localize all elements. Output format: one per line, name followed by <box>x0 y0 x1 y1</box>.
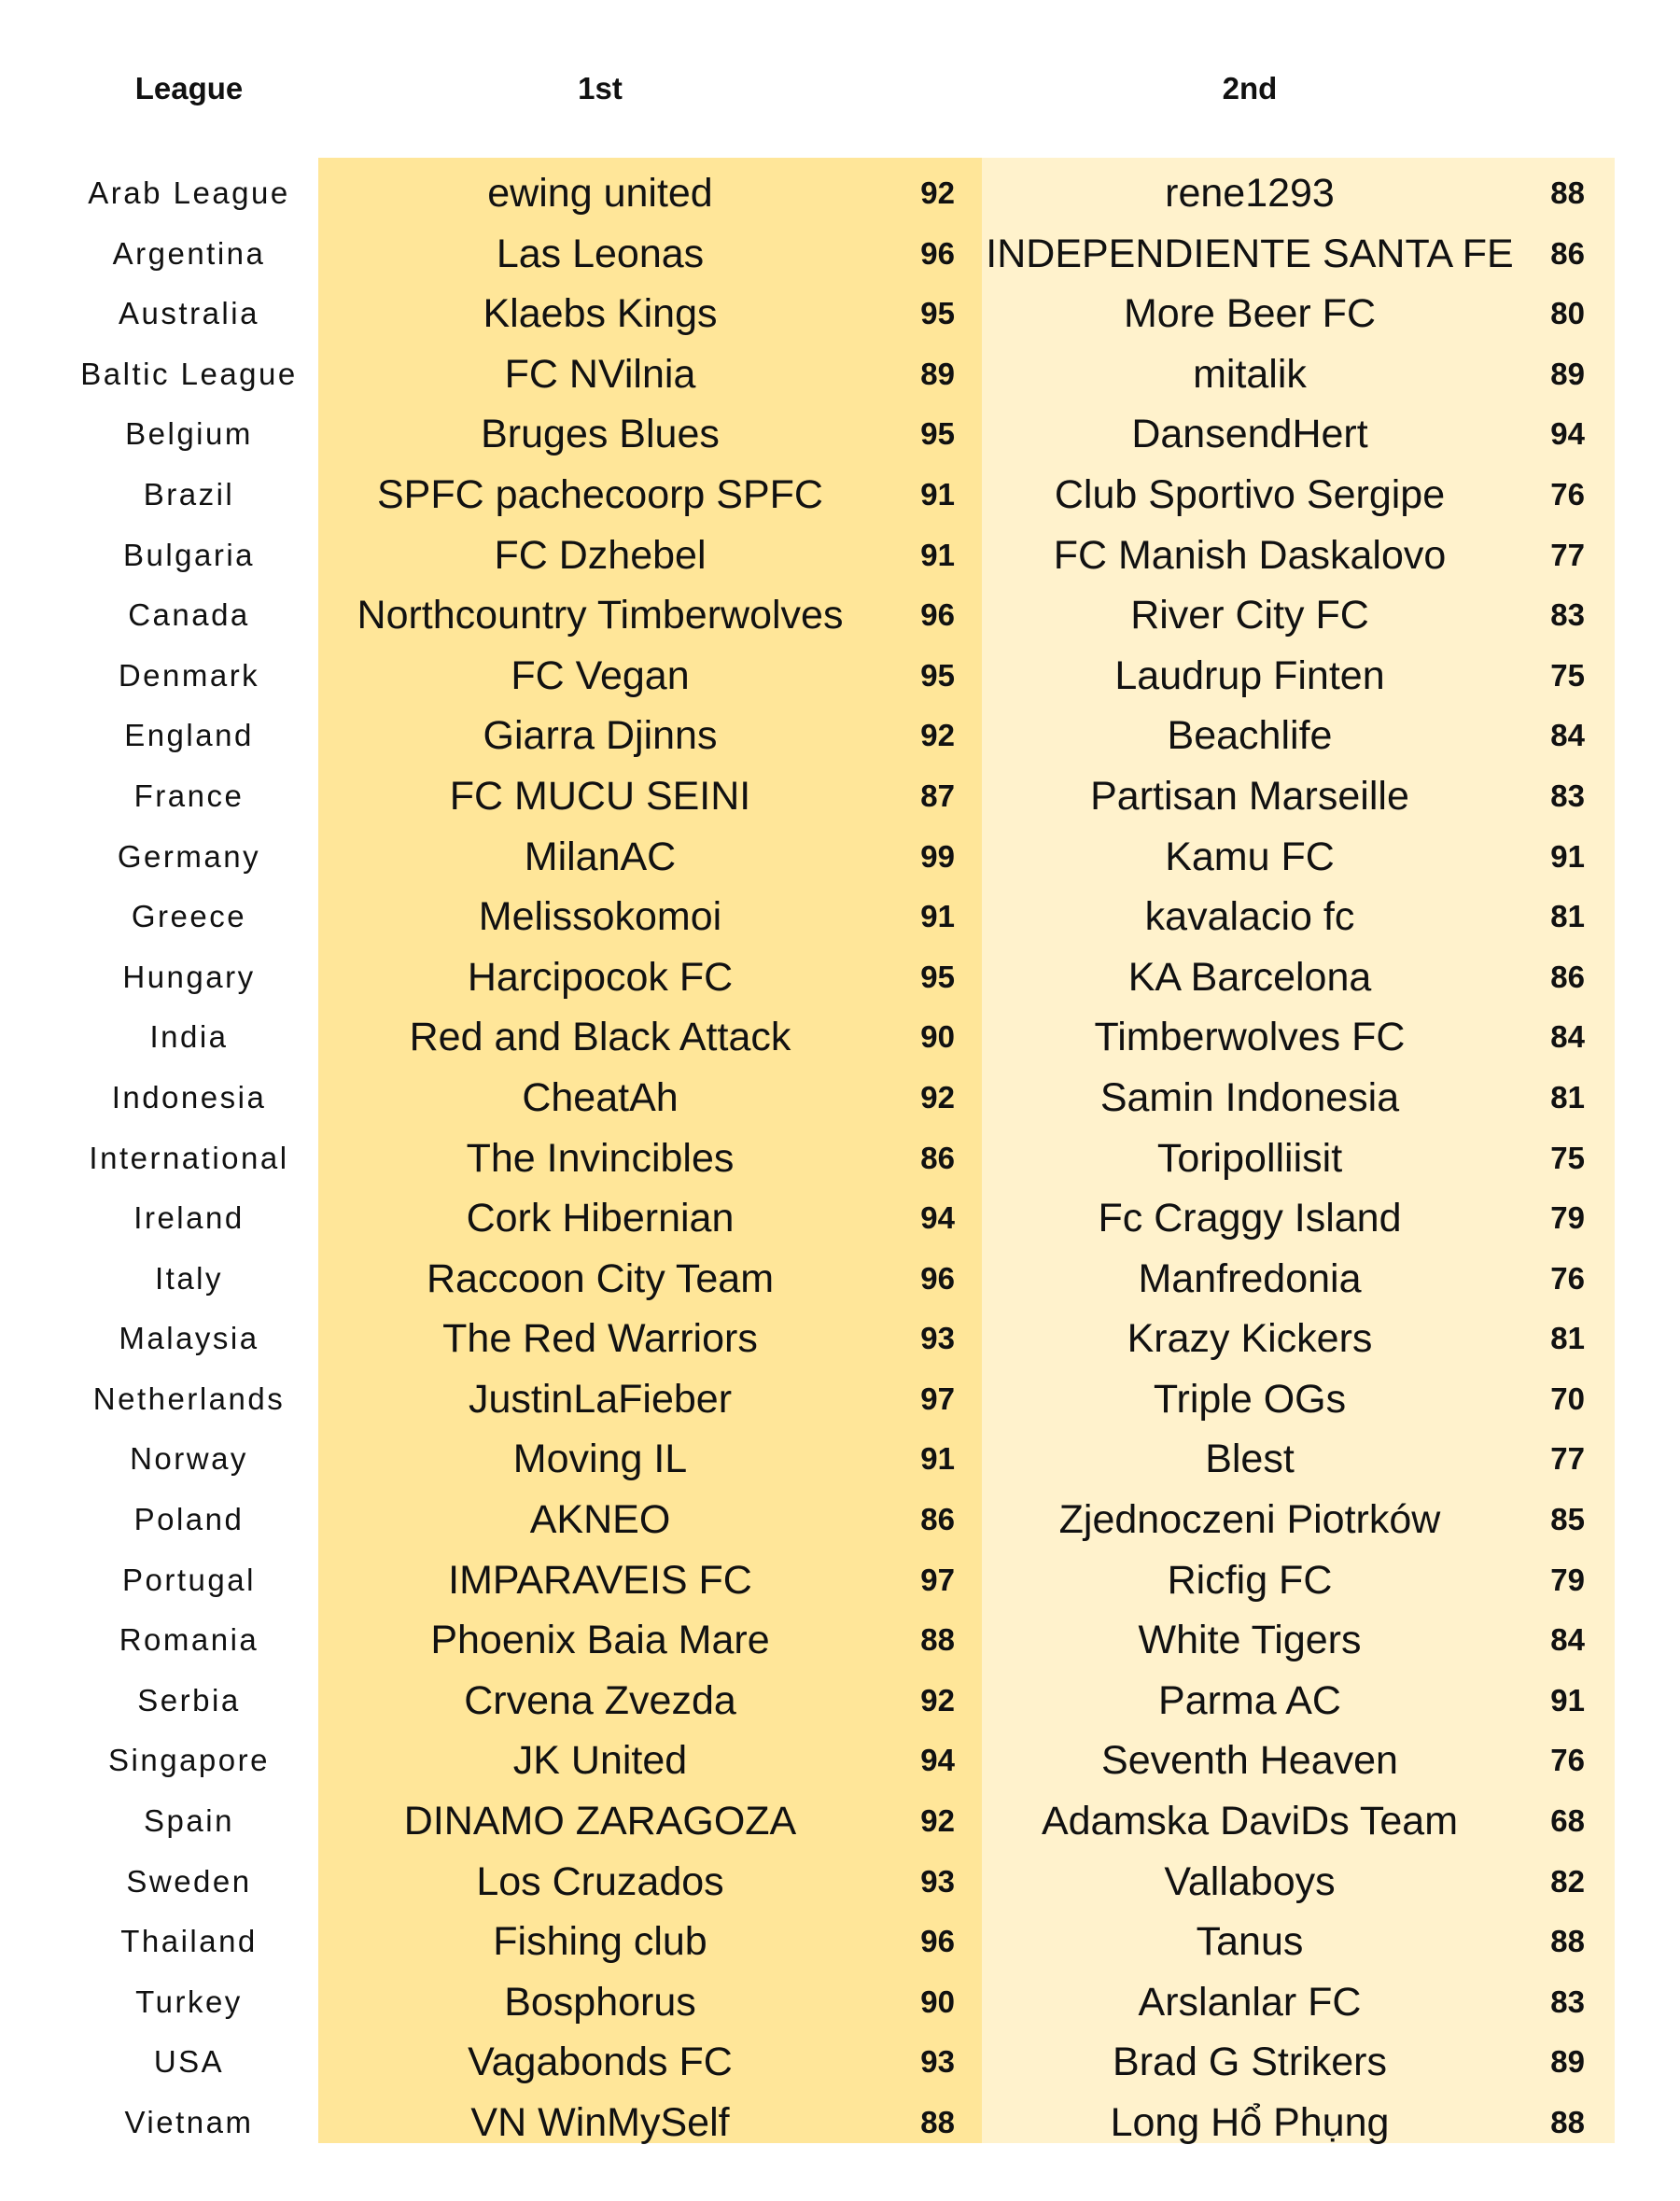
table-row <box>0 766 1680 827</box>
second-place-team: Ricfig FC <box>1167 1557 1333 1603</box>
first-place-score: 93 <box>920 1321 955 1356</box>
first-place-team: Crvena Zvezda <box>464 1677 736 1723</box>
first-place-score: 97 <box>920 1562 955 1597</box>
table-row <box>0 284 1680 344</box>
second-place-team: Tanus <box>1196 1919 1304 1965</box>
second-place-team: Timberwolves FC <box>1094 1015 1406 1060</box>
league-name: Bulgaria <box>122 537 256 572</box>
first-place-team: Bosphorus <box>504 1979 696 2025</box>
first-place-column-header: 1st <box>578 71 623 105</box>
second-place-score: 86 <box>1550 235 1585 271</box>
first-place-team: Phoenix Baia Mare <box>430 1618 770 1663</box>
league-name: Serbia <box>137 1682 241 1717</box>
table-row <box>0 1671 1680 1731</box>
first-place-score: 88 <box>920 1622 955 1658</box>
second-place-team: kavalacio fc <box>1144 894 1355 940</box>
league-name: Norway <box>130 1441 248 1477</box>
second-place-score: 80 <box>1550 296 1585 331</box>
table-row <box>0 1912 1680 1972</box>
second-place-score: 70 <box>1550 1381 1585 1416</box>
second-place-team: Manfredonia <box>1138 1255 1362 1301</box>
first-place-score: 92 <box>920 1079 955 1115</box>
second-place-score: 75 <box>1550 657 1585 693</box>
first-place-score: 96 <box>920 1260 955 1296</box>
table-row <box>0 947 1680 1008</box>
league-name: England <box>124 718 254 753</box>
first-place-team: Raccoon City Team <box>426 1255 775 1301</box>
first-place-score: 92 <box>920 718 955 753</box>
second-place-team: Adamska DaviDs Team <box>1041 1799 1459 1844</box>
first-place-team: Fishing club <box>493 1919 707 1965</box>
first-place-team: The Red Warriors <box>442 1316 758 1362</box>
first-place-team: VN WinMySelf <box>470 2100 730 2145</box>
second-place-score: 85 <box>1550 1502 1585 1537</box>
first-place-team: Northcountry Timberwolves <box>357 593 844 638</box>
second-place-team: Blest <box>1205 1437 1295 1482</box>
first-place-team: Cork Hibernian <box>466 1196 735 1241</box>
first-place-score: 94 <box>920 1200 955 1236</box>
first-place-team: FC MUCU SEINI <box>449 773 751 819</box>
first-place-team: Vagabonds FC <box>468 2040 733 2085</box>
first-place-score: 93 <box>920 1863 955 1899</box>
second-place-team: Seventh Heaven <box>1101 1738 1398 1784</box>
first-place-score: 96 <box>920 1924 955 1959</box>
first-place-score: 92 <box>920 1682 955 1717</box>
first-place-score: 95 <box>920 657 955 693</box>
first-place-score: 91 <box>920 537 955 572</box>
table-row <box>0 1369 1680 1430</box>
table-row <box>0 1852 1680 1913</box>
first-place-team: Los Cruzados <box>476 1858 724 1904</box>
standings-table <box>0 163 1680 2153</box>
first-place-score: 91 <box>920 476 955 512</box>
league-name: Hungary <box>122 959 256 994</box>
table-row <box>0 163 1680 224</box>
second-place-team: FC Manish Daskalovo <box>1053 532 1447 578</box>
second-place-score: 83 <box>1550 778 1585 813</box>
second-place-team: Toripolliisit <box>1156 1135 1343 1181</box>
first-place-score: 92 <box>920 175 955 210</box>
league-name: Sweden <box>126 1863 252 1899</box>
first-place-score: 95 <box>920 959 955 994</box>
second-place-team: Brad G Strikers <box>1113 2040 1387 2085</box>
second-place-team: Triple OGs <box>1153 1376 1347 1422</box>
league-name: Poland <box>133 1502 245 1537</box>
second-place-score: 76 <box>1550 476 1585 512</box>
league-name: Indonesia <box>111 1079 267 1115</box>
second-place-score: 88 <box>1550 1924 1585 1959</box>
first-place-score: 90 <box>920 1019 955 1055</box>
league-name: International <box>89 1140 289 1175</box>
second-place-score: 76 <box>1550 1260 1585 1296</box>
second-place-score: 94 <box>1550 416 1585 452</box>
first-place-team: DINAMO ZARAGOZA <box>403 1799 797 1844</box>
second-place-score: 77 <box>1550 1441 1585 1477</box>
first-place-score: 99 <box>920 838 955 874</box>
table-row <box>0 1972 1680 2033</box>
second-place-score: 91 <box>1550 838 1585 874</box>
first-place-team: Klaebs Kings <box>483 291 718 337</box>
second-place-team: KA Barcelona <box>1127 954 1372 1000</box>
league-name: Thailand <box>120 1924 258 1959</box>
second-place-score: 86 <box>1550 959 1585 994</box>
second-place-team: Parma AC <box>1158 1677 1341 1723</box>
second-place-score: 83 <box>1550 1984 1585 2019</box>
second-place-score: 76 <box>1550 1743 1585 1778</box>
league-name: India <box>149 1019 229 1055</box>
second-place-score: 79 <box>1550 1562 1585 1597</box>
first-place-score: 96 <box>920 597 955 633</box>
second-place-score: 84 <box>1550 718 1585 753</box>
table-row <box>0 224 1680 285</box>
league-name: Romania <box>119 1622 259 1658</box>
league-name: Netherlands <box>92 1381 286 1416</box>
table-row <box>0 585 1680 646</box>
second-place-team: Kamu FC <box>1165 834 1335 879</box>
league-name: Denmark <box>118 657 260 693</box>
second-place-team: Fc Craggy Island <box>1098 1196 1402 1241</box>
table-row <box>0 1188 1680 1249</box>
league-name: Greece <box>131 899 247 934</box>
first-place-score: 91 <box>920 899 955 934</box>
league-name: Singapore <box>108 1743 270 1778</box>
first-place-team: FC NVilnia <box>504 351 696 397</box>
table-row <box>0 404 1680 465</box>
first-place-team: ewing united <box>487 171 713 216</box>
league-name: Canada <box>128 597 250 633</box>
second-place-team: White Tigers <box>1138 1618 1362 1663</box>
first-place-score: 90 <box>920 1984 955 2019</box>
table-row <box>0 1490 1680 1550</box>
league-name: Vietnam <box>124 2105 254 2139</box>
league-name: Portugal <box>122 1562 256 1597</box>
first-place-score: 92 <box>920 1803 955 1839</box>
first-place-team: CheatAh <box>522 1074 679 1120</box>
first-place-team: MilanAC <box>524 834 677 879</box>
second-place-team: INDEPENDIENTE SANTA FE <box>986 231 1514 276</box>
second-place-score: 81 <box>1550 1321 1585 1356</box>
first-place-team: FC Dzhebel <box>494 532 707 578</box>
table-row <box>0 1550 1680 1611</box>
table-row <box>0 887 1680 947</box>
second-place-score: 68 <box>1550 1803 1585 1839</box>
second-place-score: 75 <box>1550 1140 1585 1175</box>
second-place-score: 82 <box>1550 1863 1585 1899</box>
first-place-team: The Invincibles <box>466 1135 735 1181</box>
first-place-team: Melissokomoi <box>478 894 722 940</box>
first-place-score: 86 <box>920 1140 955 1175</box>
league-name: France <box>133 778 245 813</box>
league-name: Spain <box>144 1803 234 1839</box>
table-row <box>0 1309 1680 1369</box>
second-place-team: Arslanlar FC <box>1138 1979 1362 2025</box>
second-place-score: 77 <box>1550 537 1585 572</box>
second-place-score: 84 <box>1550 1019 1585 1055</box>
league-name: Arab League <box>88 175 290 210</box>
league-name: Belgium <box>125 416 253 452</box>
table-row <box>0 465 1680 526</box>
second-place-score: 81 <box>1550 899 1585 934</box>
second-place-column-header: 2nd <box>1222 71 1278 105</box>
table-row <box>0 646 1680 707</box>
first-place-team: AKNEO <box>529 1497 671 1543</box>
second-place-score: 91 <box>1550 1682 1585 1717</box>
second-place-score: 89 <box>1550 356 1585 391</box>
league-column-header: League <box>134 71 244 105</box>
second-place-score: 81 <box>1550 1079 1585 1115</box>
first-place-score: 95 <box>920 416 955 452</box>
league-name: Italy <box>154 1260 224 1296</box>
first-place-team: Giarra Djinns <box>483 713 718 759</box>
table-row <box>0 706 1680 766</box>
first-place-score: 94 <box>920 1743 955 1778</box>
second-place-team: mitalik <box>1193 351 1307 397</box>
second-place-team: More Beer FC <box>1123 291 1376 337</box>
table-row <box>0 1007 1680 1068</box>
league-name: USA <box>153 2044 225 2080</box>
second-place-team: Krazy Kickers <box>1127 1316 1373 1362</box>
first-place-team: JK United <box>512 1738 688 1784</box>
first-place-team: FC Vegan <box>511 652 690 698</box>
first-place-score: 91 <box>920 1441 955 1477</box>
league-name: Baltic League <box>80 356 298 391</box>
second-place-team: Vallaboys <box>1164 1858 1336 1904</box>
second-place-score: 83 <box>1550 597 1585 633</box>
first-place-score: 96 <box>920 235 955 271</box>
table-row <box>0 2032 1680 2093</box>
league-name: Turkey <box>135 1984 243 2019</box>
first-place-score: 89 <box>920 356 955 391</box>
second-place-team: Beachlife <box>1167 713 1333 759</box>
league-name: Australia <box>119 296 259 331</box>
table-row <box>0 344 1680 405</box>
second-place-team: Club Sportivo Sergipe <box>1054 471 1446 517</box>
first-place-team: Harcipocok FC <box>467 954 734 1000</box>
first-place-score: 87 <box>920 778 955 813</box>
table-row <box>0 1129 1680 1189</box>
second-place-team: Laudrup Finten <box>1114 652 1385 698</box>
league-name: Argentina <box>112 235 266 271</box>
table-row <box>0 1068 1680 1129</box>
table-row <box>0 1731 1680 1791</box>
table-row <box>0 526 1680 586</box>
second-place-team: River City FC <box>1130 593 1369 638</box>
first-place-team: IMPARAVEIS FC <box>448 1557 752 1603</box>
second-place-team: rene1293 <box>1165 171 1335 216</box>
table-row <box>0 1791 1680 1852</box>
first-place-team: Red and Black Attack <box>409 1015 791 1060</box>
table-row <box>0 2093 1680 2153</box>
first-place-score: 97 <box>920 1381 955 1416</box>
second-place-team: Samin Indonesia <box>1099 1074 1400 1120</box>
league-name: Malaysia <box>119 1321 259 1356</box>
second-place-team: DansendHert <box>1131 412 1368 457</box>
table-row <box>0 1249 1680 1310</box>
first-place-team: Moving IL <box>512 1437 688 1482</box>
second-place-score: 79 <box>1550 1200 1585 1236</box>
table-row <box>0 1610 1680 1671</box>
second-place-score: 88 <box>1550 175 1585 210</box>
first-place-team: Bruges Blues <box>481 412 720 457</box>
first-place-team: SPFC pachecoorp SPFC <box>377 471 823 517</box>
first-place-score: 93 <box>920 2044 955 2080</box>
second-place-score: 89 <box>1550 2044 1585 2080</box>
second-place-team: Partisan Marseille <box>1090 773 1409 819</box>
league-name: Brazil <box>143 476 235 512</box>
second-place-score: 84 <box>1550 1622 1585 1658</box>
league-name: Ireland <box>133 1200 245 1236</box>
first-place-score: 88 <box>920 2105 955 2139</box>
second-place-team: Zjednoczeni Piotrków <box>1058 1497 1441 1543</box>
first-place-score: 95 <box>920 296 955 331</box>
league-name: Germany <box>117 838 261 874</box>
second-place-score: 88 <box>1550 2105 1585 2139</box>
table-row <box>0 827 1680 888</box>
second-place-team: Long Hổ Phụng <box>1110 2100 1390 2145</box>
first-place-team: Las Leonas <box>496 231 705 276</box>
first-place-score: 86 <box>920 1502 955 1537</box>
first-place-team: JustinLaFieber <box>468 1376 733 1422</box>
table-row <box>0 1429 1680 1490</box>
